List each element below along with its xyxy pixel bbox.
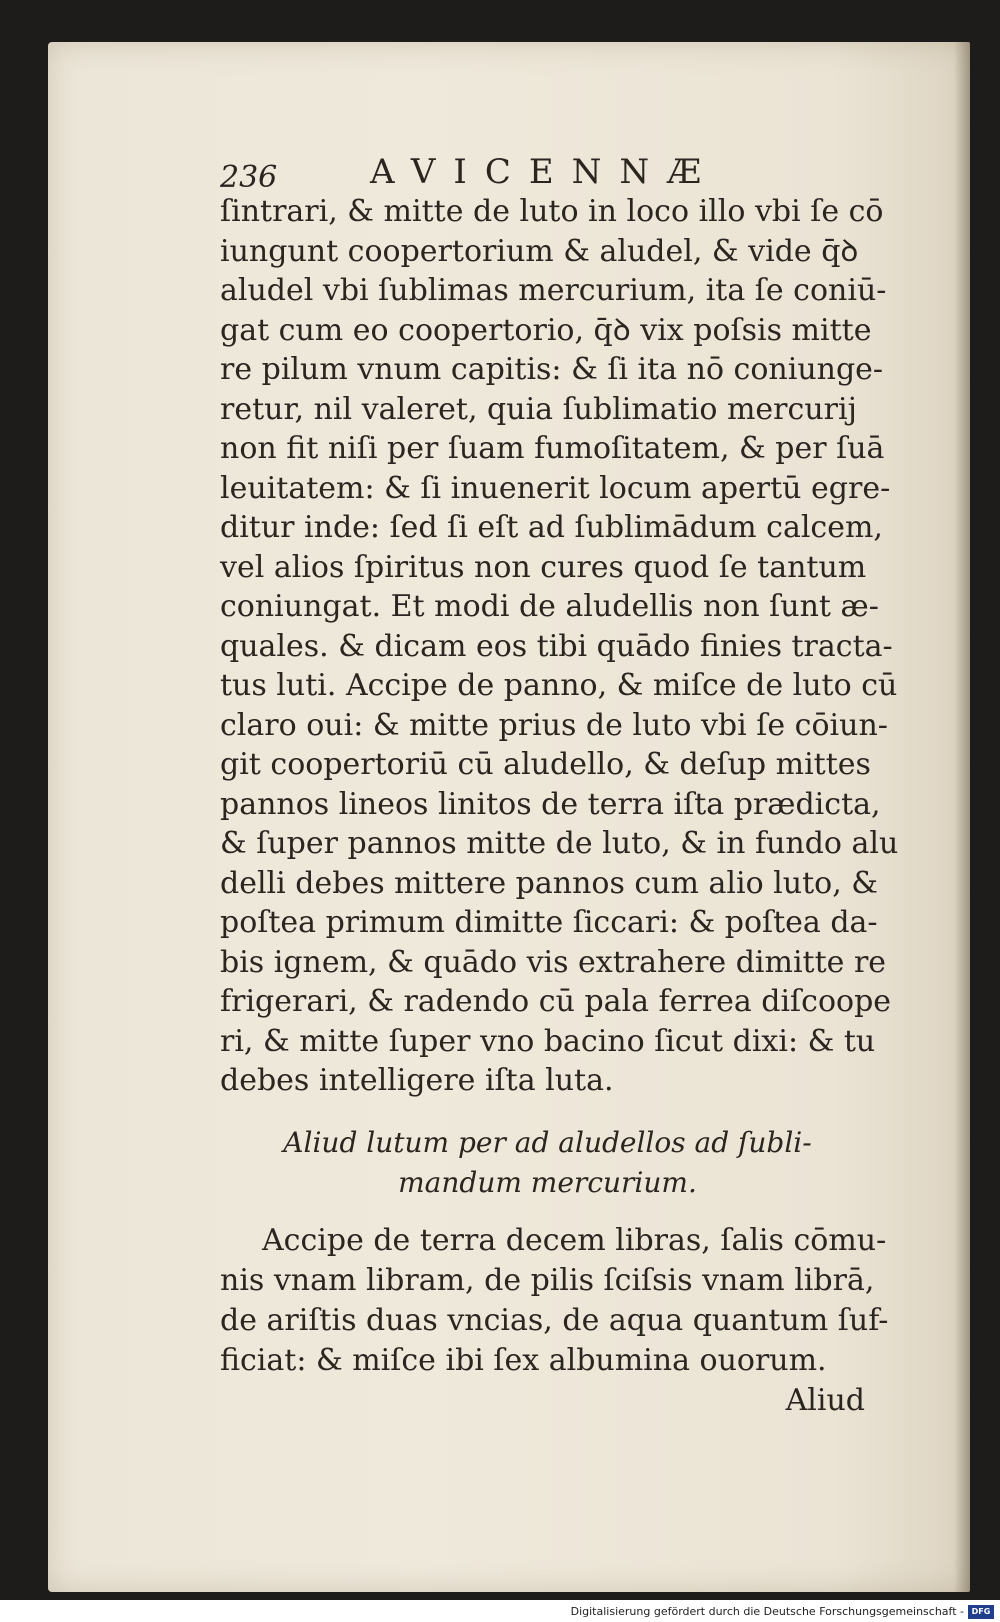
text-line: re pilum vnum capitis: & ſi ita nō coniunge- (220, 352, 884, 387)
text-line: ditur inde: ſed ſi eſt ad ſublimādum calcem, (220, 510, 883, 545)
text-line: Accipe de terra decem libras, ſalis cōmu- (262, 1222, 887, 1258)
text-line: de ariſtis duas vncias, de aqua quantum ſuf- (220, 1302, 889, 1338)
text-line: coniungat. Et modi de aludellis non ſunt æ- (220, 589, 879, 624)
page-header (220, 122, 875, 195)
text-line: delli debes mittere pannos cum alio luto, & (220, 865, 878, 901)
recipe-paragraph (220, 1221, 889, 1381)
heading-line: mandum mercurium. (398, 1165, 697, 1199)
text-line: leuitatem: & ſi inuenerit locum apertū egre- (220, 470, 891, 506)
text-line: claro oui: & mitte prius de luto vbi ſe cōiun- (220, 707, 888, 743)
text-line: poſtea primum dimitte ſiccari: & poſtea da- (220, 905, 878, 940)
text-line: aludel vbi ſublimas mercurium, ita ſe coniū- (220, 273, 887, 308)
text-line: vel alios ſpiritus non cures quod ſe tantum (220, 549, 867, 585)
section-heading (220, 1123, 875, 1203)
text-line: gat cum eo coopertorio, q̄ꝺ vix poſsis mitte (220, 312, 872, 348)
text-line: non fit niſi per ſuam fumoſitatem, & per ſuā (220, 431, 885, 466)
page-number: 236 (220, 160, 278, 195)
text-line: iungunt coopertorium & aludel, & vide q̄ꝺ (220, 233, 859, 269)
text-line: tus luti. Accipe de panno, & miſce de luto cū (220, 668, 898, 703)
text-line: quales. & dicam eos tibi quādo finies tracta- (220, 628, 893, 664)
text-line: nis vnam libram, de pilis ſciſsis vnam librā, (220, 1262, 875, 1298)
catchword: Aliud (785, 1382, 865, 1418)
dfg-logo: DFG (968, 1605, 994, 1619)
heading-line: Aliud lutum per ad aludellos ad ſubli- (283, 1125, 812, 1159)
running-title: AVICENNÆ (370, 152, 720, 192)
text-block (220, 122, 899, 1421)
digitization-credit: Digitalisierung gefördert durch die Deutsche Forschungsgemeinschaft - (570, 1605, 964, 1618)
text-line: retur, nil valeret, quia ſublimatio mercurij (220, 391, 857, 427)
text-line: bis ignem, & quādo vis extrahere dimitte re (220, 944, 887, 980)
text-line: pannos lineos linitos de terra iſta prædicta, (220, 786, 881, 822)
text-line: debes intelligere iſta luta. (220, 1063, 614, 1098)
text-line: ri, & mitte ſuper vno bacino ſicut dixi: & tu (220, 1023, 876, 1059)
body-paragraph (220, 192, 899, 1101)
text-line: ſintrari, & mitte de luto in loco illo vbi ſe cō (220, 194, 884, 229)
text-line: git coopertoriū cū aludello, & deſup mittes (220, 747, 871, 782)
text-line: & ſuper pannos mitte de luto, & in fundo alu (220, 826, 899, 861)
text-line: ficiat: & miſce ibi ſex albumina ouorum. (220, 1342, 827, 1378)
page-gutter-shadow (954, 42, 970, 1592)
text-line: frigerari, & radendo cū pala ferrea diſcoope (220, 984, 892, 1019)
